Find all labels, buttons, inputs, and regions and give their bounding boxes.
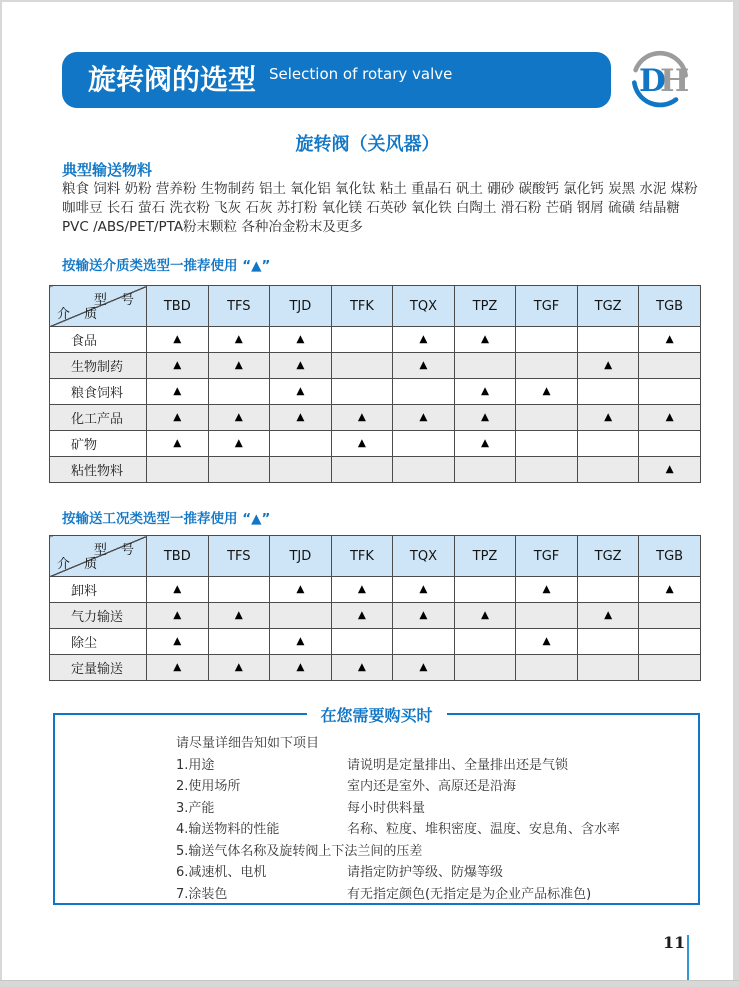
page-bottom-edge [0,980,739,987]
empty-mark-cell [208,577,270,603]
recommended-mark-cell: ▲ [331,431,393,457]
recommended-mark-cell: ▲ [639,457,701,483]
recommended-mark-cell: ▲ [577,603,639,629]
purchase-box [53,706,700,905]
recommended-mark-cell: ▲ [639,577,701,603]
recommended-mark-cell: ▲ [454,327,516,353]
table-header-row [50,536,701,577]
recommended-mark-cell: ▲ [639,327,701,353]
recommended-mark-cell: ▲ [516,577,578,603]
purchase-item-label: 6.减速机、电机 [176,865,267,880]
empty-mark-cell [393,457,455,483]
recommended-mark-cell: ▲ [393,327,455,353]
empty-mark-cell [516,603,578,629]
recommended-mark-cell: ▲ [516,379,578,405]
recommended-mark-cell: ▲ [393,577,455,603]
recommended-mark-cell: ▲ [208,655,270,681]
recommended-mark-cell: ▲ [393,603,455,629]
empty-mark-cell [331,629,393,655]
recommended-mark-cell: ▲ [147,353,209,379]
empty-mark-cell [639,629,701,655]
recommended-mark-cell: ▲ [208,603,270,629]
column-header-TGZ: TGZ [577,536,639,577]
condition-selection-table [49,535,701,681]
recommended-mark-cell: ▲ [147,629,209,655]
recommended-mark-cell: ▲ [331,577,393,603]
empty-mark-cell [516,457,578,483]
page-number-rule [687,935,689,980]
empty-mark-cell [577,655,639,681]
purchase-item-label: 1.用途 [176,757,215,773]
recommended-mark-cell: ▲ [454,431,516,457]
empty-mark-cell [270,603,332,629]
purchase-item-label: 4.输送物料的性能 [176,822,280,837]
recommended-mark-cell: ▲ [331,405,393,431]
column-header-TPZ: TPZ [454,536,516,577]
column-header-TGB: TGB [639,286,701,327]
table-header-row [50,286,701,327]
recommended-mark-cell: ▲ [331,603,393,629]
recommended-mark-cell: ▲ [270,577,332,603]
recommended-mark-cell: ▲ [393,405,455,431]
column-header-TQX: TQX [393,286,455,327]
recommended-mark-cell: ▲ [208,327,270,353]
empty-mark-cell [454,577,516,603]
row-label: 食品 [50,327,147,353]
condition-table-heading: 按输送工况类选型一推荐使用 “▲” [62,511,271,527]
table-row [50,379,701,405]
table-row [50,353,701,379]
corner-label-medium: 介 质 [57,557,103,572]
purchase-box-title: 在您需要购买时 [306,703,446,726]
empty-mark-cell [331,327,393,353]
empty-mark-cell [270,457,332,483]
empty-mark-cell [577,379,639,405]
recommended-mark-cell: ▲ [639,405,701,431]
purchase-item [55,883,698,905]
recommended-mark-cell: ▲ [270,405,332,431]
empty-mark-cell [516,327,578,353]
header-bar [62,52,611,108]
empty-mark-cell [639,655,701,681]
empty-mark-cell [577,327,639,353]
empty-mark-cell [393,629,455,655]
column-header-TFS: TFS [208,536,270,577]
corner-label-medium: 介 质 [57,307,103,322]
purchase-item [55,775,698,797]
page-title: 旋转阀的选型 [88,63,257,96]
purchase-intro: 请尽量详细告知如下项目 [176,736,320,751]
column-header-TGZ: TGZ [577,286,639,327]
table-row [50,629,701,655]
recommended-mark-cell: ▲ [147,431,209,457]
purchase-intro-row [55,732,698,754]
row-label: 化工产品 [50,405,147,431]
purchase-item-label: 3.产能 [176,800,215,816]
table-row [50,655,701,681]
table-row [50,327,701,353]
purchase-item-label: 5.输送气体名称及旋转阀上下法兰间的压差 [176,843,423,859]
empty-mark-cell [454,655,516,681]
table-row [50,405,701,431]
column-header-TFK: TFK [331,286,393,327]
empty-mark-cell [639,431,701,457]
dh-logo [630,47,694,113]
row-label: 除尘 [50,629,147,655]
purchase-item-value: 每小时供料量 [347,800,426,816]
row-label: 气力输送 [50,603,147,629]
purchase-item-value: 请指定防护等级、防爆等级 [347,865,504,880]
recommended-mark-cell: ▲ [393,655,455,681]
row-label: 矿物 [50,431,147,457]
recommended-mark-cell: ▲ [270,353,332,379]
table-row [50,577,701,603]
empty-mark-cell [454,353,516,379]
corner-label-model: 型 号 [93,293,139,308]
table-corner-cell [50,536,147,577]
empty-mark-cell [577,577,639,603]
row-label: 定量输送 [50,655,147,681]
empty-mark-cell [639,353,701,379]
row-label: 卸料 [50,577,147,603]
media-table-heading: 按输送介质类选型一推荐使用 “▲” [62,258,271,274]
column-header-TGF: TGF [516,286,578,327]
column-header-TQX: TQX [393,536,455,577]
page-title-en: Selection of rotary valve [269,65,453,83]
column-header-TJD: TJD [270,286,332,327]
recommended-mark-cell: ▲ [516,629,578,655]
media-selection-table [49,285,701,483]
materials-heading: 典型输送物料 [62,161,153,179]
purchase-item-value: 名称、粒度、堆积密度、温度、安息角、含水率 [347,822,621,837]
recommended-mark-cell: ▲ [393,353,455,379]
column-header-TGB: TGB [639,536,701,577]
document-page [2,2,733,980]
recommended-mark-cell: ▲ [208,405,270,431]
column-header-TGF: TGF [516,536,578,577]
empty-mark-cell [516,655,578,681]
page-number: 11 [663,933,686,952]
empty-mark-cell [516,405,578,431]
table-row [50,431,701,457]
empty-mark-cell [331,353,393,379]
recommended-mark-cell: ▲ [577,405,639,431]
purchase-item-label: 2.使用场所 [176,779,241,794]
table-corner-cell [50,286,147,327]
recommended-mark-cell: ▲ [577,353,639,379]
empty-mark-cell [577,629,639,655]
empty-mark-cell [393,379,455,405]
column-header-TBD: TBD [147,286,209,327]
corner-label-model: 型 号 [93,543,139,558]
purchase-list [55,732,698,904]
table-row [50,603,701,629]
recommended-mark-cell: ▲ [454,405,516,431]
recommended-mark-cell: ▲ [208,431,270,457]
column-header-TFK: TFK [331,536,393,577]
recommended-mark-cell: ▲ [147,405,209,431]
column-header-TJD: TJD [270,536,332,577]
empty-mark-cell [147,457,209,483]
purchase-item [55,840,698,862]
empty-mark-cell [639,603,701,629]
purchase-item [55,861,698,883]
column-header-TBD: TBD [147,536,209,577]
empty-mark-cell [208,629,270,655]
empty-mark-cell [577,431,639,457]
purchase-item [55,818,698,840]
recommended-mark-cell: ▲ [147,327,209,353]
empty-mark-cell [577,457,639,483]
recommended-mark-cell: ▲ [454,379,516,405]
empty-mark-cell [454,457,516,483]
row-label: 粮食饲料 [50,379,147,405]
materials-paragraph: 粮食 饲料 奶粉 营养粉 生物制药 铝土 氧化铝 氧化钛 粘土 重晶石 矾土 硼砂 碳酸钙 氯化钙 炭黑 水泥 煤粉 咖啡豆 长石 萤石 洗衣粉 飞灰 石灰 苏打粉 氧化镁 石英砂 氧化铁 白陶土 滑石粉 芒硝 钢屑 硫磺 结晶糖 PVC /ABS/PET/PTA粉末颗粒 各种冶金粉末及更多 [62,181,698,235]
purchase-item [55,797,698,819]
logo-letter-h: H [660,63,690,99]
empty-mark-cell [393,431,455,457]
purchase-item-label: 7.涂装色 [176,886,228,902]
column-header-TPZ: TPZ [454,286,516,327]
recommended-mark-cell: ▲ [270,655,332,681]
empty-mark-cell [454,629,516,655]
recommended-mark-cell: ▲ [270,379,332,405]
recommended-mark-cell: ▲ [147,577,209,603]
recommended-mark-cell: ▲ [454,603,516,629]
column-header-TFS: TFS [208,286,270,327]
purchase-item-value: 请说明是定量排出、全量排出还是气锁 [347,757,569,773]
row-label: 粘性物料 [50,457,147,483]
empty-mark-cell [331,457,393,483]
purchase-item [55,754,698,776]
empty-mark-cell [208,457,270,483]
purchase-item-value: 有无指定颜色(无指定是为企业产品标准色) [347,886,592,902]
row-label: 生物制药 [50,353,147,379]
empty-mark-cell [516,353,578,379]
recommended-mark-cell: ▲ [147,655,209,681]
page-subtitle: 旋转阀（关风器） [295,134,440,155]
recommended-mark-cell: ▲ [270,327,332,353]
empty-mark-cell [270,431,332,457]
empty-mark-cell [208,379,270,405]
recommended-mark-cell: ▲ [208,353,270,379]
empty-mark-cell [639,379,701,405]
recommended-mark-cell: ▲ [147,379,209,405]
recommended-mark-cell: ▲ [331,655,393,681]
purchase-item-value: 室内还是室外、高原还是沿海 [347,779,517,794]
empty-mark-cell [516,431,578,457]
recommended-mark-cell: ▲ [147,603,209,629]
table-row [50,457,701,483]
empty-mark-cell [331,379,393,405]
recommended-mark-cell: ▲ [270,629,332,655]
logo-letter-d: D [639,63,666,99]
